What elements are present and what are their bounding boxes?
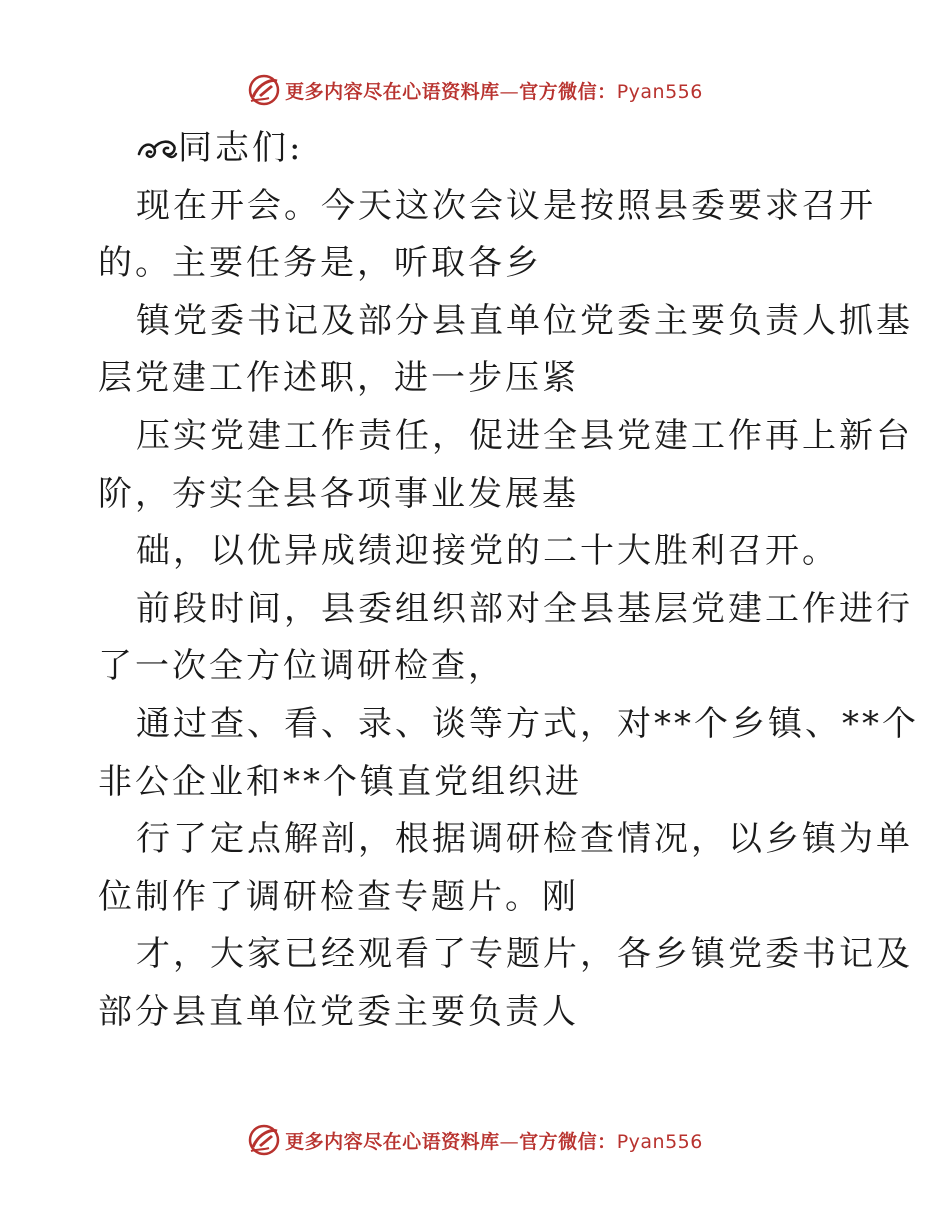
- pen-logo-icon: [247, 73, 281, 107]
- header-watermark: [0, 70, 950, 110]
- watermark-text: 更多内容尽在心语资料库—官方微信：Pyan556: [285, 1130, 703, 1153]
- paragraph-line: 层党建工作述职，进一步压紧: [98, 358, 579, 399]
- watermark-text: 更多内容尽在心语资料库—官方微信：Pyan556: [285, 80, 703, 103]
- paragraph-line: 非公企业和**个镇直党组织进: [98, 761, 582, 802]
- flourish-icon: [136, 134, 178, 164]
- paragraph-line: 才，大家已经观看了专题片，各乡镇党委书记及: [136, 934, 913, 975]
- paragraph-line: 阶，夯实全县各项事业发展基: [98, 473, 579, 514]
- paragraph-line: 镇党委书记及部分县直单位党委主要负责人抓基: [136, 300, 913, 341]
- paragraph-line: 压实党建工作责任，促进全县党建工作再上新台: [136, 415, 913, 456]
- paragraph-line: 位制作了调研检查专题片。刚: [98, 876, 579, 917]
- paragraph-line: 现在开会。今天这次会议是按照县委要求召开: [136, 185, 876, 226]
- paragraph-line: 的。主要任务是，听取各乡: [98, 243, 542, 284]
- paragraph-line: 前段时间，县委组织部对全县基层党建工作进行: [136, 588, 913, 629]
- paragraph-line: 了一次全方位调研检查，: [98, 646, 505, 687]
- pen-logo-icon: [247, 1123, 281, 1157]
- paragraph-line: 础，以优异成绩迎接党的二十大胜利召开。: [136, 531, 839, 572]
- paragraph-line: 部分县直单位党委主要负责人: [98, 991, 579, 1032]
- greeting-line: [98, 120, 858, 178]
- footer-watermark: [0, 1120, 950, 1160]
- paragraph-line: 行了定点解剖，根据调研检查情况，以乡镇为单: [136, 819, 913, 860]
- paragraph-line: 通过查、看、录、谈等方式，对**个乡镇、**个: [136, 703, 919, 744]
- document-body: [98, 120, 919, 1042]
- greeting-text: 同志们:: [178, 128, 304, 168]
